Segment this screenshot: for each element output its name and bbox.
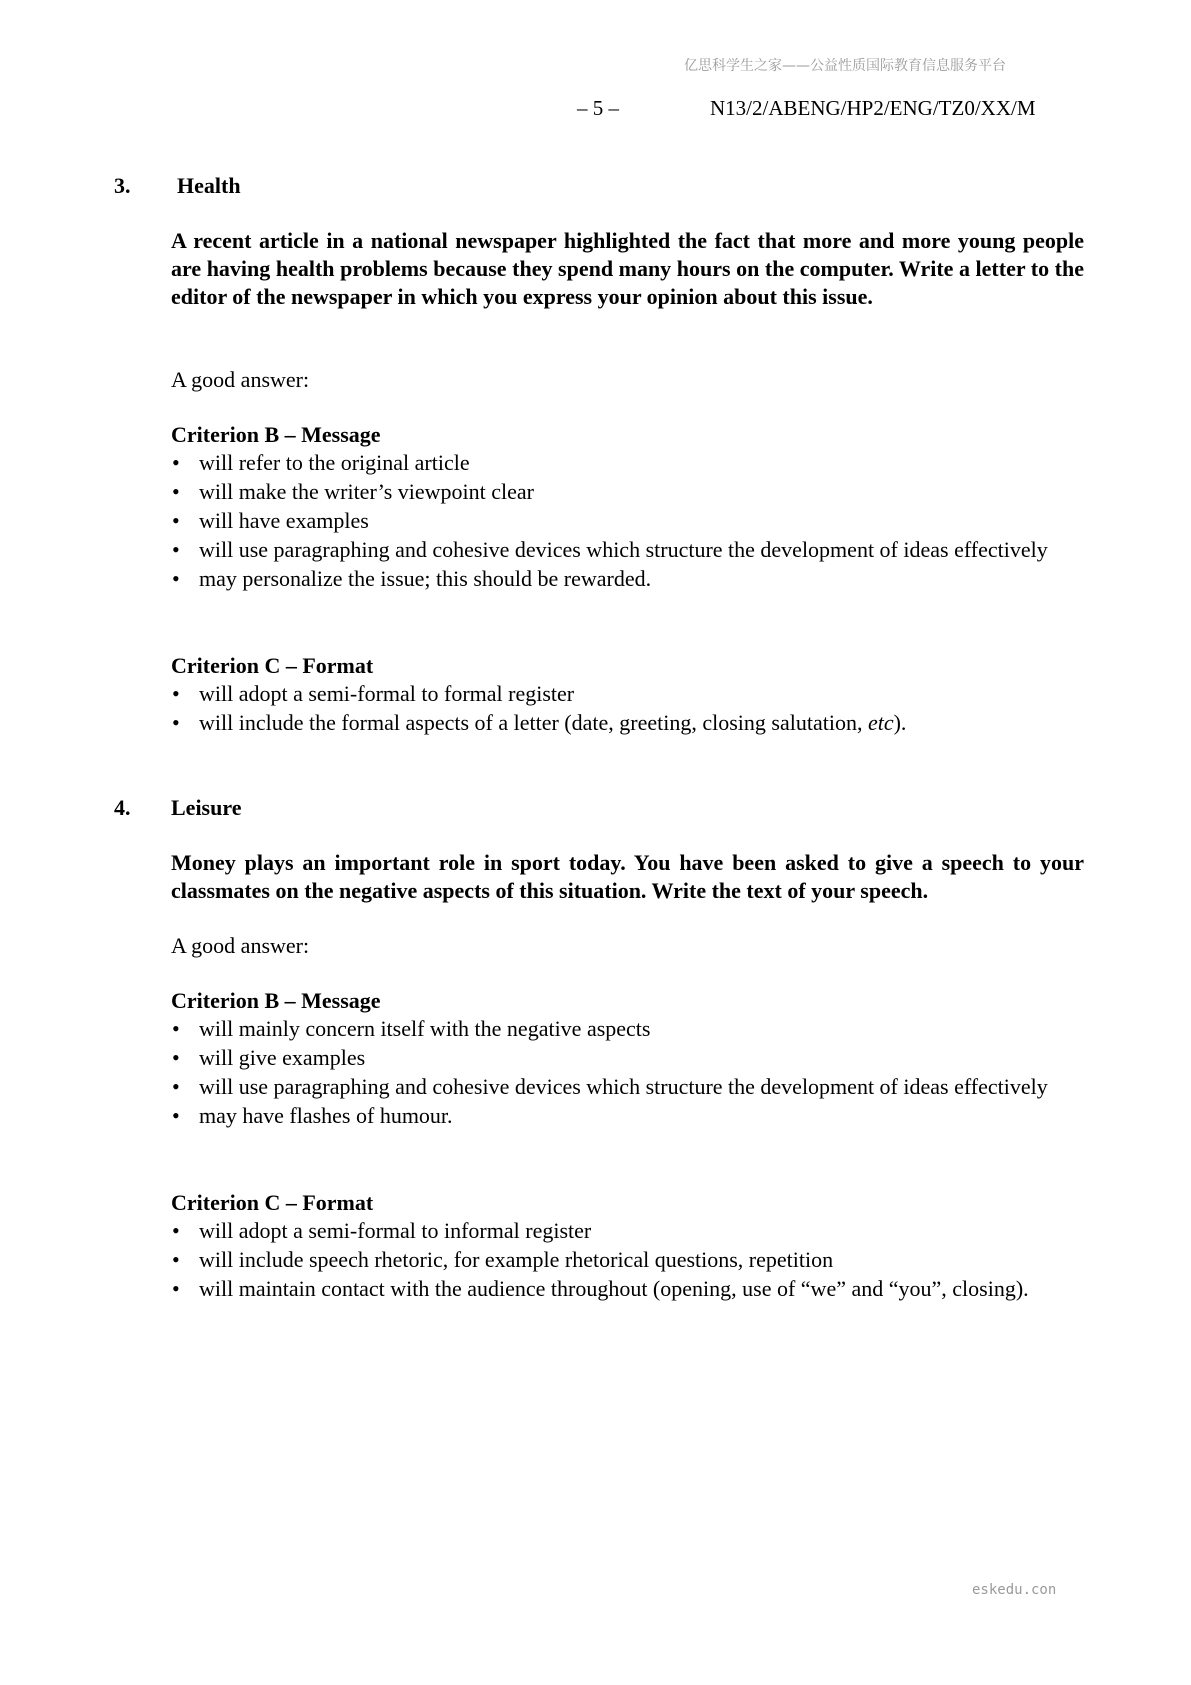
list-item: • will use paragraphing and cohesive devices which structure the development of ideas effectively <box>171 1073 1084 1101</box>
reference-code: N13/2/ABENG/HP2/ENG/TZ0/XX/M <box>710 96 1036 120</box>
section-4-title: Leisure <box>171 795 242 820</box>
list-item: • will include the formal aspects of a letter (date, greeting, closing salutation, etc). <box>171 709 1084 737</box>
section-4-criterion-b <box>171 987 1084 1131</box>
list-item: • may personalize the issue; this should be rewarded. <box>171 565 1084 593</box>
list-item: • will include speech rhetoric, for example rhetorical questions, repetition <box>171 1246 1084 1274</box>
criterion-b-heading: Criterion B – Message <box>171 422 381 447</box>
list-item: • will mainly concern itself with the negative aspects <box>171 1015 1084 1043</box>
list-item: • may have flashes of humour. <box>171 1102 1084 1130</box>
section-4-criterion-c <box>171 1189 1084 1304</box>
list-item: • will maintain contact with the audience throughout (opening, use of “we” and “you”, closing). <box>171 1275 1084 1303</box>
list-item: • will adopt a semi-formal to informal register <box>171 1217 1084 1245</box>
criterion-b-heading: Criterion B – Message <box>171 988 381 1013</box>
section-3-prompt: A recent article in a national newspaper highlighted the fact that more and more young people are having health problems because they spend many hours on the computer. Write a letter to the editor of the newspaper in which you express your opinion about this issue. <box>171 228 1084 309</box>
section-4-prompt: Money plays an important role in sport today. You have been asked to give a speech to your classmates on the negative aspects of this situation. Write the text of your speech. <box>171 850 1084 903</box>
section-4-good-answer: A good answer: <box>171 933 310 958</box>
list-item: • will have examples <box>171 507 1084 535</box>
criterion-b-list <box>171 449 1084 593</box>
section-3-title: Health <box>177 173 241 198</box>
list-item: • will refer to the original article <box>171 449 1084 477</box>
criterion-c-list <box>171 1217 1084 1303</box>
section-3-criterion-c <box>171 652 1084 738</box>
section-3-criterion-b <box>171 421 1084 594</box>
section-4-number: 4. <box>114 795 131 820</box>
section-3-good-answer: A good answer: <box>171 367 310 392</box>
criterion-c-heading: Criterion C – Format <box>171 653 374 678</box>
list-item: • will use paragraphing and cohesive devices which structure the development of ideas effectively <box>171 536 1084 564</box>
list-item: • will give examples <box>171 1044 1084 1072</box>
page-number: – 5 – <box>577 96 619 120</box>
list-item: • will make the writer’s viewpoint clear <box>171 478 1084 506</box>
watermark-bottom: eskedu.con <box>972 1582 1057 1598</box>
section-3-number: 3. <box>114 173 131 198</box>
criterion-b-list <box>171 1015 1084 1130</box>
list-item: • will adopt a semi-formal to formal register <box>171 680 1084 708</box>
etc-abbrev: etc <box>867 710 894 735</box>
criterion-c-list <box>171 680 1084 737</box>
criterion-c-heading: Criterion C – Format <box>171 1190 374 1215</box>
watermark-top: 亿思科学生之家——公益性质国际教育信息服务平台 <box>684 58 1006 74</box>
